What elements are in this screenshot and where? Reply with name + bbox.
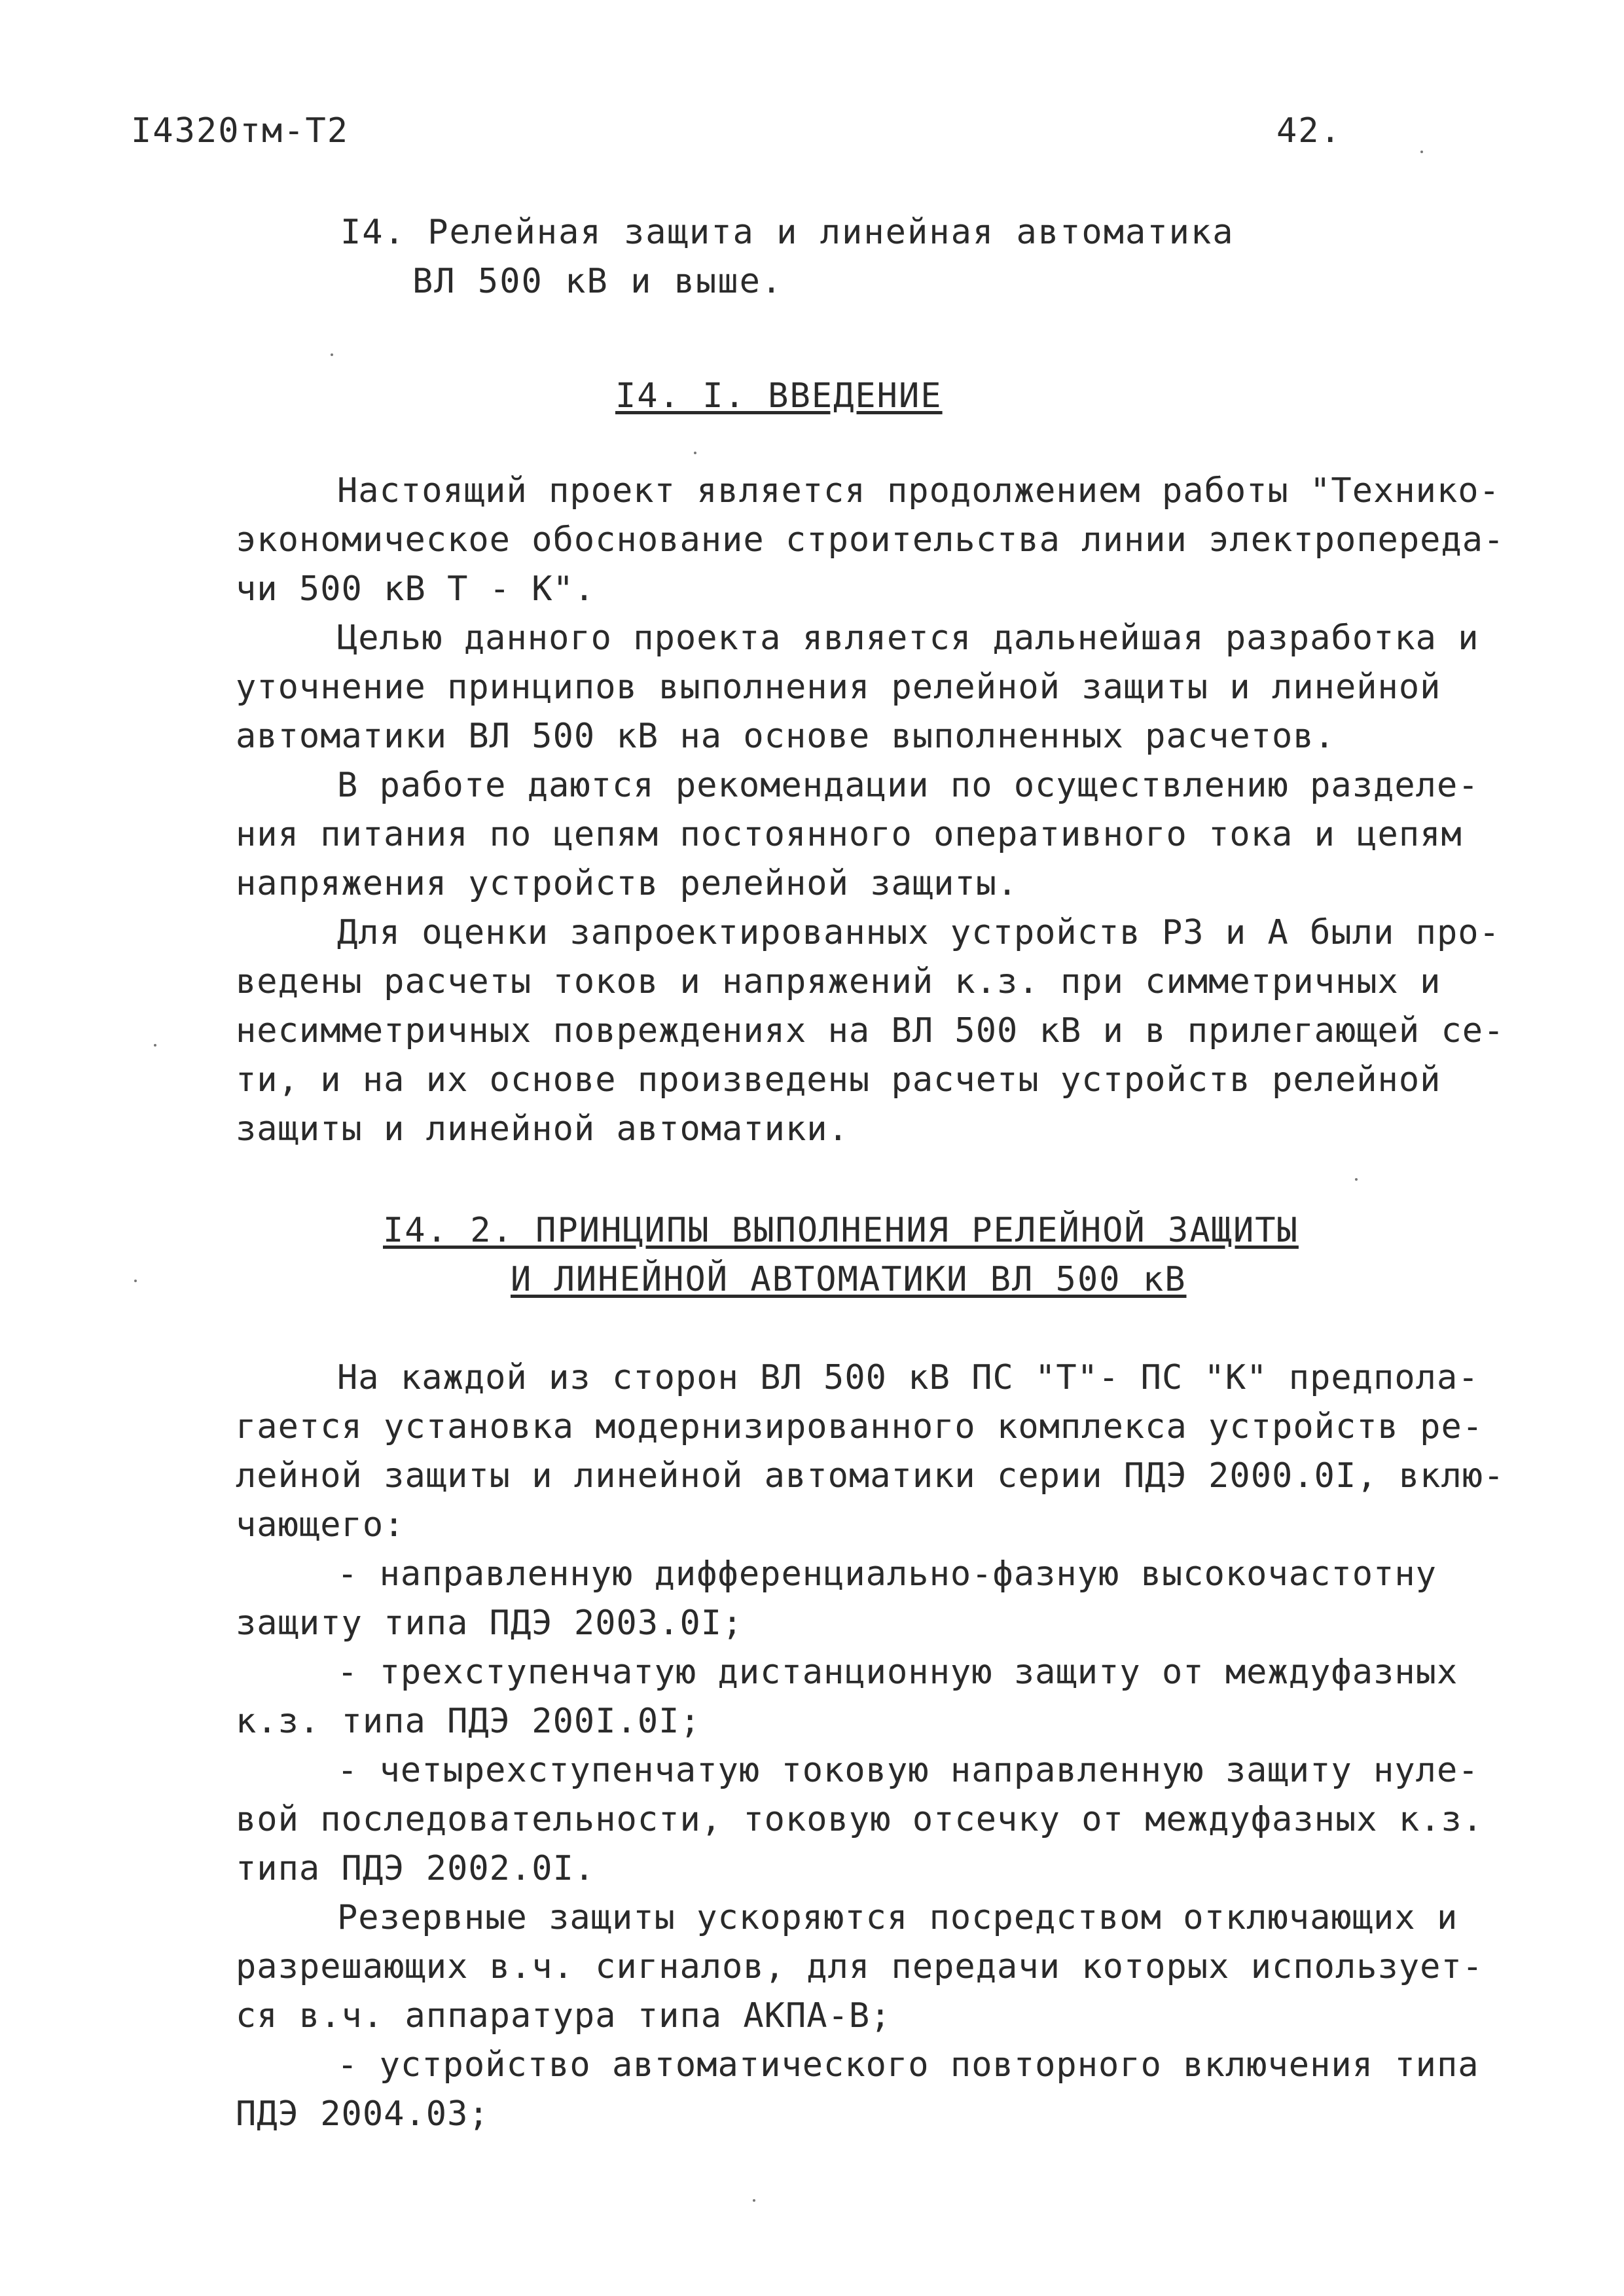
scan-speck <box>753 2199 755 2202</box>
paragraph-line: ти, и на их основе произведены расчеты устройств релейной <box>236 1060 1441 1100</box>
paragraph-line: автоматики ВЛ 500 кВ на основе выполненных расчетов. <box>236 717 1335 756</box>
paragraph-line: ся в.ч. аппаратура типа АКПА-В; <box>236 1996 892 2036</box>
scan-speck <box>134 1280 137 1282</box>
list-item-line: - направленную дифференциально-фазную высокочастотну <box>337 1554 1437 1594</box>
chapter-title-line-1: I4. Релейная защита и линейная автоматика <box>340 213 1235 252</box>
paragraph-line: чи 500 кВ Т - К". <box>236 569 596 609</box>
list-item-line: защиту типа ПДЭ 2003.0I; <box>236 1604 744 1643</box>
section-heading-principles-line-1: I4. 2. ПРИНЦИПЫ ВЫПОЛНЕНИЯ РЕЛЕЙНОЙ ЗАЩИТЫ <box>383 1211 1299 1250</box>
document-code: I4320тм-Т2 <box>131 111 350 151</box>
chapter-title-line-2: ВЛ 500 кВ и выше. <box>412 262 784 301</box>
list-item-line: - трехступенчатую дистанционную защиту от междуфазных <box>337 1653 1458 1692</box>
paragraph-line: защиты и линейной автоматики. <box>236 1109 849 1149</box>
paragraph-line: Целью данного проекта является дальнейшая разработка и <box>337 619 1479 658</box>
scan-speck <box>1420 151 1423 153</box>
list-item-line: вой последовательности, токовую отсечку от междуфазных к.з. <box>236 1800 1484 1839</box>
scan-speck <box>331 353 333 356</box>
list-item-line: - устройство автоматического повторного включения типа <box>337 2045 1479 2085</box>
paragraph-line: В работе даются рекомендации по осуществлению разделе- <box>337 766 1479 805</box>
paragraph-line: На каждой из сторон ВЛ 500 кВ ПС "Т"- ПС "К" предпола- <box>337 1358 1479 1397</box>
list-item-line: к.з. типа ПДЭ 200I.0I; <box>236 1702 701 1741</box>
paragraph-line: разрешающих в.ч. сигналов, для передачи которых использует- <box>236 1947 1484 1986</box>
paragraph-line: напряжения устройств релейной защиты. <box>236 864 1019 903</box>
paragraph-line: экономическое обоснование строительства линии электропереда- <box>236 520 1505 560</box>
page-number: 42. <box>1276 111 1342 151</box>
section-heading-principles-line-2: И ЛИНЕЙНОЙ АВТОМАТИКИ ВЛ 500 кВ <box>511 1260 1187 1299</box>
paragraph-line: лейной защиты и линейной автоматики серии ПДЭ 2000.0I, вклю- <box>236 1456 1505 1496</box>
section-heading-introduction: I4. I. ВВЕДЕНИЕ <box>615 376 943 416</box>
paragraph-line: несимметричных повреждениях на ВЛ 500 кВ и в прилегающей се- <box>236 1011 1505 1050</box>
list-item-line: ПДЭ 2004.03; <box>236 2094 490 2134</box>
list-item-line: типа ПДЭ 2002.0I. <box>236 1849 596 1888</box>
scan-speck <box>154 1044 156 1047</box>
paragraph-line: Резервные защиты ускоряются посредством отключающих и <box>337 1898 1458 1937</box>
paragraph-line: чающего: <box>236 1505 405 1545</box>
scan-speck <box>1355 1178 1358 1181</box>
scan-speck <box>694 452 696 454</box>
list-item-line: - четырехступенчатую токовую направленную защиту нуле- <box>337 1751 1479 1790</box>
paragraph-line: уточнение принципов выполнения релейной защиты и линейной <box>236 668 1441 707</box>
paragraph-line: Настоящий проект является продолжением работы "Технико- <box>337 471 1500 511</box>
paragraph-line: гается установка модернизированного комплекса устройств ре- <box>236 1407 1484 1446</box>
paragraph-line: Для оценки запроектированных устройств РЗ и А были про- <box>337 913 1500 952</box>
paragraph-line: ведены расчеты токов и напряжений к.з. при симметричных и <box>236 962 1441 1001</box>
paragraph-line: ния питания по цепям постоянного оперативного тока и цепям <box>236 815 1462 854</box>
